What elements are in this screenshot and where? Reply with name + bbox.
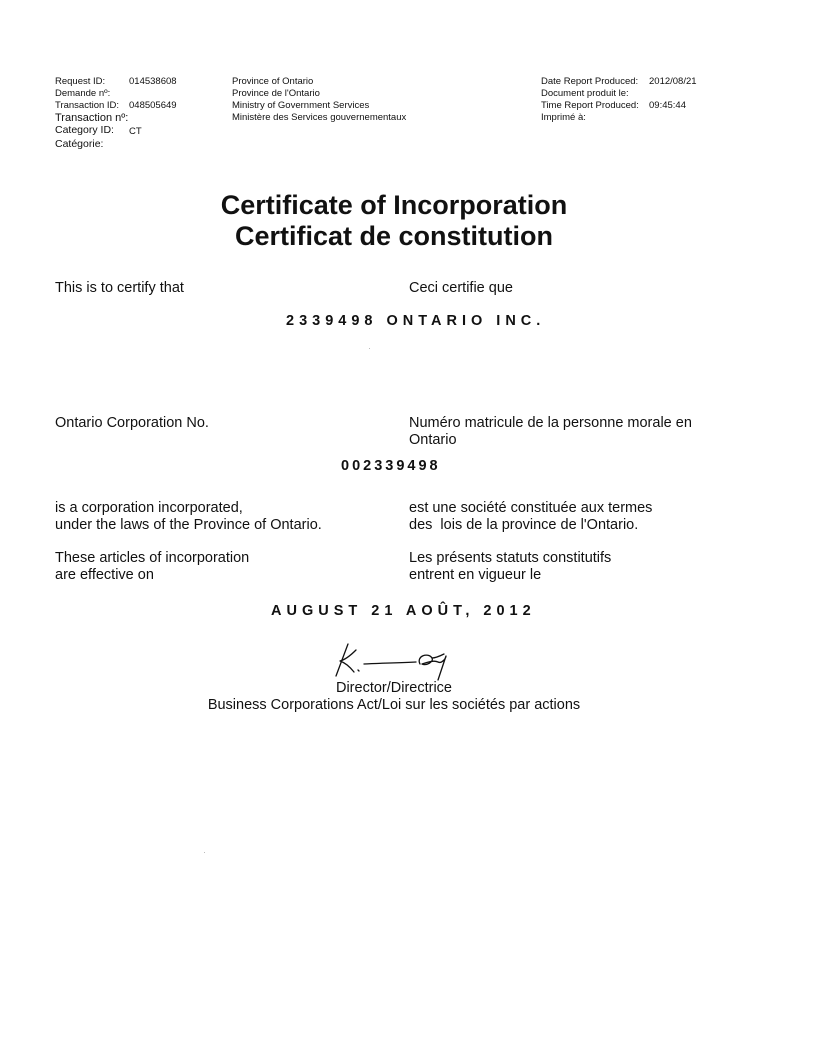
incorporated-fr-line1: est une société constituée aux termes (409, 500, 653, 516)
time-produced-label: Time Report Produced: (541, 100, 639, 111)
incorporated-fr-line2: des lois de la province de l'Ontario. (409, 516, 639, 533)
effective-text-en (55, 550, 249, 583)
ministry-line-1: Province of Ontario (232, 76, 314, 87)
imprime-label: Imprimé à: (541, 112, 586, 123)
effective-en-line2: are effective on (55, 566, 154, 583)
date-produced-value: 2012/08/21 (649, 76, 697, 87)
time-produced-value: 09:45:44 (649, 100, 686, 111)
category-id-value: CT (129, 126, 142, 137)
request-id-value: 014538608 (129, 76, 177, 87)
director-signature (320, 636, 460, 684)
transaction-id-row (55, 100, 177, 112)
ministry-line-3: Ministry of Government Services (232, 100, 370, 111)
request-id-label: Request ID: (55, 76, 106, 87)
transaction-id-value: 048505649 (129, 100, 177, 111)
transaction-fr-row (55, 112, 177, 124)
date-produced-label: Date Report Produced: (541, 76, 639, 87)
incorporated-en-line2: under the laws of the Province of Ontario. (55, 516, 322, 533)
certificate-title-fr: Certificat de constitution (234, 221, 553, 251)
corp-number-label-fr (409, 415, 692, 448)
document-produit-row (541, 88, 697, 100)
ministry-line-2: Province de l'Ontario (232, 88, 320, 99)
effective-date: AUGUST 21 AOÛT, 2012 (271, 603, 536, 619)
signature-stroke (340, 650, 356, 672)
document-produit-label: Document produit le: (541, 88, 629, 99)
category-id-row (55, 124, 177, 138)
transaction-id-label: Transaction ID: (55, 100, 120, 111)
company-name: 2339498 ONTARIO INC. (286, 313, 546, 329)
certify-text-en: This is to certify that (55, 280, 184, 296)
imprime-row (541, 112, 697, 124)
signature-stroke (364, 662, 416, 664)
transaction-fr-label: Transaction nº: (55, 112, 129, 124)
header-ministry-block (232, 76, 406, 124)
incorporated-text-en (55, 500, 322, 533)
date-produced-row (541, 76, 697, 88)
effective-text-fr (409, 550, 611, 583)
scan-speck (204, 852, 205, 853)
effective-en-line1: These articles of incorporation (55, 550, 250, 566)
scan-speck (369, 348, 370, 349)
ministry-line-4: Ministère des Services gouvernementaux (232, 112, 407, 123)
time-produced-row (541, 100, 697, 112)
categorie-row (55, 138, 177, 150)
signature-stroke (432, 654, 444, 658)
signature-stroke (358, 670, 359, 671)
signature-title: Director/Directrice (335, 680, 452, 696)
demande-row (55, 88, 177, 100)
corp-number-label-en: Ontario Corporation No. (55, 415, 209, 431)
certificate-title-en: Certificate of Incorporation (220, 190, 568, 220)
corp-number-label-fr-line1: Numéro matricule de la personne morale en (409, 415, 692, 431)
header-report-block (541, 76, 697, 124)
effective-fr-line2: entrent en vigueur le (409, 566, 542, 583)
effective-fr-line1: Les présents statuts constitutifs (409, 550, 612, 566)
signature-act: Business Corporations Act/Loi sur les sociétés par actions (207, 697, 581, 713)
corp-number-label-fr-line2: Ontario (409, 431, 457, 448)
demande-label: Demande nº: (55, 88, 111, 99)
request-id-row (55, 76, 177, 88)
categorie-label: Catégorie: (55, 138, 104, 150)
incorporated-text-fr (409, 500, 652, 533)
certify-text-fr: Ceci certifie que (409, 280, 513, 296)
header-left-block (55, 76, 177, 150)
signature-stroke (419, 655, 446, 680)
category-id-label: Category ID: (55, 124, 114, 136)
incorporated-en-line1: is a corporation incorporated, (55, 500, 243, 516)
corp-number-value: 002339498 (341, 458, 441, 474)
